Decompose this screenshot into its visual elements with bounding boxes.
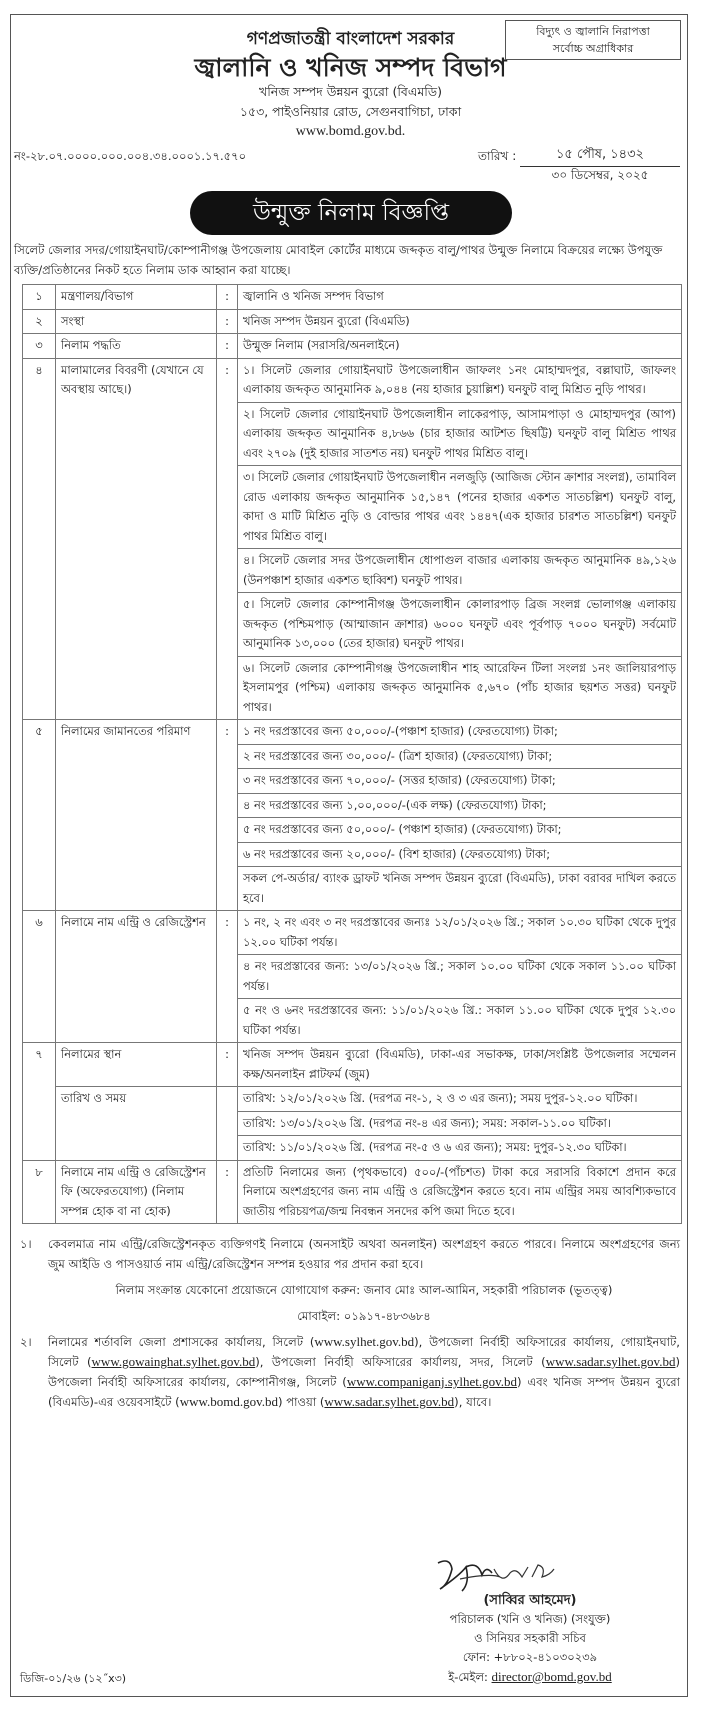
deposit-note: সকল পে-অর্ডার/ ব্যাংক ড্রাফট খনিজ সম্পদ উন্নয়ন ব্যুরো (বিএমডি), ঢাকা বরাবর দাখিল করতে হবে।: [238, 867, 682, 911]
registration-item: ৪ নং দরপ্রস্তাবের জন্য: ১৩/০১/২০২৬ খ্রি.; সকাল ১০.০০ ঘটিকা থেকে সকাল ১১.০০ ঘটিকা পর্যন্ত।: [238, 955, 682, 999]
notes-section: [20, 1234, 680, 1412]
deposit-item: ১ নং দরপ্রস্তাবের জন্য ৫০,০০০/-(পঞ্চাশ হাজার) (ফেরতযোগ্য) টাকা;: [238, 720, 682, 745]
government-name: গণপ্রজাতন্ত্রী বাংলাদেশ সরকার: [246, 29, 455, 49]
note-text: কেবলমাত্র নাম এন্ট্রি/রেজিস্ট্রেশনকৃত ব্যক্তিগণই নিলামে (অনসাইট অথবা অনলাইন) অংশগ্রহণ করতে পারবে। নিলামে অংশগ্রহণের জন্য জুম আইডি ও পাসওয়ার্ড নাম এন্ট্রি/রেজিস্ট্রেশন সম্পন্ন হওয়ার পর প্রদান করা হবে।: [48, 1237, 680, 1271]
row-label: মন্ত্রণালয়/বিভাগ: [56, 285, 217, 310]
table-row: [23, 1043, 682, 1087]
notice-title: উন্মুক্ত নিলাম বিজ্ঞপ্তি: [190, 191, 512, 235]
row-value: খনিজ সম্পদ উন্নয়ন ব্যুরো (বিএমডি), ঢাকা-এর সভাকক্ষ, ঢাকা/সংশ্লিষ্ট উপজেলার সম্মেলন কক্ষ/অনলাইন প্লাটফর্ম (জুম): [238, 1043, 682, 1087]
goods-item: ৪। সিলেট জেলার সদর উপজেলাধীন ধোপাগুল বাজার এলাকায় জব্দকৃত আনুমানিক ৪৯,১২৬ (উনপঞ্চাশ হাজার একশত ছাব্বিশ) ঘনফুট পাথর।: [238, 549, 682, 593]
row-label: নিলামের জামানতের পরিমাণ: [56, 720, 217, 911]
signature-block: [380, 1591, 680, 1687]
colon: :: [217, 1043, 238, 1087]
signatory-name: (সাব্বির আহমেদ): [483, 1593, 577, 1608]
link-sadar[interactable]: www.sadar.sylhet.gov.bd: [545, 1354, 676, 1369]
row-number: ৩: [23, 334, 56, 359]
deposit-item: ২ নং দরপ্রস্তাবের জন্য ৩০,০০০/- (ত্রিশ হাজার) (ফেরতযোগ্য) টাকা;: [238, 744, 682, 769]
colon: :: [217, 285, 238, 310]
date-label: তারিখ :: [478, 149, 517, 163]
date-english: ৩০ ডিসেম্বর, ২০২৫: [551, 168, 649, 182]
link-bomd[interactable]: www.bomd.gov.bd: [179, 1394, 279, 1409]
bureau-name: খনিজ সম্পদ উন্নয়ন ব্যুরো (বিএমডি): [259, 84, 442, 99]
note-number: ১।: [20, 1237, 32, 1251]
goods-item: ২। সিলেট জেলার গোয়াইনঘাট উপজেলাধীন লাকেরপাড়, আসামপাড়া ও মোহাম্মদপুর (আপ) এলাকায় জব্দকৃত আনুমানিক ৪,৮৬৬ (চার হাজার আটশত ছিষট্টি) ঘনফুট বালু মিশ্রিত পাথর এবং ২৭০৯ (দুই হাজার সাতশত নয়) ঘনফুট পাথর মিশ্রিত বালু।: [238, 402, 682, 466]
auction-details-table: [22, 284, 682, 1224]
goods-item: ৬। সিলেট জেলার কোম্পানীগঞ্জ উপজেলাধীন শাহ আরেফিন টিলা সংলগ্ন ১নং জালিয়ারপাড় ইসলামপুর (পশ্চিম) এলাকায় জব্দকৃত আনুমানিক ৫,৬৭০ (পাঁচ হাজার ছয়শত সত্তর) ঘনফুট পাথর।: [238, 656, 682, 720]
contact-line: নিলাম সংক্রান্ত যেকোনো প্রয়োজনে যোগাযোগ করুন: জনাব মোঃ আল-আমিন, সহকারী পরিচালক (ভূতত্ত্ব): [115, 1283, 613, 1297]
row-number: ৬: [23, 911, 56, 1043]
slogan-box: [505, 20, 681, 60]
registration-item: ১ নং, ২ নং এবং ৩ নং দরপ্রস্তাবের জন্যঃ ১২/০১/২০২৬ খ্রি.; সকাল ১০.৩০ ঘটিকা থেকে দুপুর ১২.০০ ঘটিকা পর্যন্ত।: [238, 911, 682, 955]
row-number: ৭: [23, 1043, 56, 1161]
row-number: ২: [23, 309, 56, 334]
table-row: [23, 720, 682, 745]
colon: :: [217, 720, 238, 911]
link-gowainghat[interactable]: www.gowainghat.sylhet.gov.bd: [91, 1354, 256, 1369]
signatory-email-line: [380, 1667, 680, 1687]
email-label: ই-মেইল:: [448, 1670, 492, 1684]
colon: :: [217, 358, 238, 720]
text: নিলামের শর্তাবলি জেলা প্রশাসকের কার্যালয়, সিলেট (: [48, 1335, 315, 1349]
row-label: সংস্থা: [56, 309, 217, 334]
row-label: নিলামের স্থান: [56, 1043, 217, 1087]
text: ), উপজেলা নির্বাহী অফিসারের কার্যালয়, গোয়াইনঘাট, সিলেট (: [48, 1335, 680, 1369]
row-number: ১: [23, 285, 56, 310]
note-1: [20, 1234, 680, 1332]
slogan-line: সর্বোচ্চ অগ্রাধিকার: [552, 42, 634, 55]
text: ) উপজেলা নির্বাহী অফিসারের কার্যালয়, কোম্পানীগঞ্জ, সিলেট (: [48, 1355, 680, 1389]
table-row: [23, 911, 682, 955]
signatory-phone: ফোন: +৮৮০২-৪১০৩০২৩৯: [462, 1650, 598, 1664]
table-row: [23, 358, 682, 402]
row-number: ৫: [23, 720, 56, 911]
note-text: [48, 1332, 680, 1412]
colon: :: [217, 911, 238, 1043]
link-sylhet[interactable]: www.sylhet.gov.bd: [314, 1334, 415, 1349]
text: ) এবং খনিজ সম্পদ উন্নয়ন ব্যুরো (বিএমডি)-এর ওয়েবসাইটে (: [48, 1375, 680, 1409]
row-label: তারিখ ও সময়: [56, 1087, 217, 1161]
row-label: মালামালের বিবরণী (যেখানে যে অবস্থায় আছে।): [56, 358, 217, 720]
text: ), উপজেলা নির্বাহী অফিসারের কার্যালয়, সদর, সিলেট (: [255, 1355, 546, 1369]
deposit-item: ৪ নং দরপ্রস্তাবের জন্য ১,০০,০০০/-(এক লক্ষ) (ফেরতযোগ্য) টাকা;: [238, 793, 682, 818]
note-number: ২।: [20, 1335, 32, 1349]
row-number: ৮: [23, 1160, 56, 1224]
memo-number: নং-২৮.০৭.০০০০.০০০.০০৪.৩৪.০০০১.১৭.৫৭০: [14, 149, 247, 163]
row-value: উন্মুক্ত নিলাম (সরাসরি/অনলাইনে): [238, 334, 682, 359]
slogan-line: বিদ্যুৎ ও জ্বালানি নিরাপত্তা: [536, 25, 650, 38]
colon: :: [217, 309, 238, 334]
document-code: ডিজি-০১/২৬ (১২˝x৩): [20, 1672, 127, 1685]
signature-image: [430, 1555, 560, 1595]
table-row: [23, 1160, 682, 1224]
schedule-item: তারিখ: ১৩/০১/২০২৬ খ্রি. (দরপত্র নং-৪ এর জন্য); সময়: সকাল-১১.০০ ঘটিকা।: [238, 1111, 682, 1136]
department-name: জ্বালানি ও খনিজ সম্পদ বিভাগ: [194, 53, 507, 82]
colon: :: [217, 334, 238, 359]
row-value: জ্বালানি ও খনিজ সম্পদ বিভাগ: [238, 285, 682, 310]
colon-blank: [217, 1087, 238, 1161]
row-label: নিলামে নাম এন্ট্রি ও রেজিস্ট্রেশন: [56, 911, 217, 1043]
signatory-designation: পরিচালক (খনি ও খনিজ) (সংযুক্ত): [449, 1612, 611, 1626]
goods-item: ৫। সিলেট জেলার কোম্পানীগঞ্জ উপজেলাধীন কোলারপাড় ব্রিজ সংলগ্ন ভোলাগঞ্জ এলাকায় জব্দকৃত (পশ্চিমপাড় (আম্মাজান ক্রাশার) ৬০০০ ঘনফুট এবং পূর্বপাড় ৭০০০ ঘনফুট) সর্বমোট আনুমানিক ১৩,০০০ (তের হাজার) ঘনফুট পাথর।: [238, 593, 682, 657]
row-label: নিলাম পদ্ধতি: [56, 334, 217, 359]
email-link[interactable]: director@bomd.gov.bd: [491, 1669, 612, 1684]
table-row: [23, 334, 682, 359]
link-companiganj[interactable]: www.companiganj.sylhet.gov.bd: [346, 1374, 518, 1389]
address: ১৫৩, পাইওনিয়ার রোড, সেগুনবাগিচা, ঢাকা: [239, 104, 462, 119]
table-row: [23, 285, 682, 310]
goods-item: ৩। সিলেট জেলার গোয়াইনঘাট উপজেলাধীন নলজুড়ি (আজিজ স্টোন ক্রাশার সংলগ্ন), তামাবিল রোড এলাকায় জব্দকৃত আনুমানিক ১৫,১৪৭ (পনের হাজার একশত সাতচল্লিশ) ঘনফুট বালু, কাদা ও মাটি মিশ্রিত নুড়ি ও বোল্ডার পাথর এবং ১৪৪৭(এক হাজার চারশত সাতচল্লিশ) ঘনফুট পাথর মিশ্রিত বালু।: [238, 466, 682, 549]
website: www.bomd.gov.bd.: [295, 124, 406, 139]
intro-paragraph: সিলেট জেলার সদর/গোয়াইনঘাট/কোম্পানীগঞ্জ উপজেলায় মোবাইল কোর্টের মাধ্যমে জব্দকৃত বালু/পাথর উন্মুক্ত নিলামে বিক্রয়ের লক্ষ্যে উপযুক্ত ব্যক্তি/প্রতিষ্ঠানের নিকট হতে নিলাম ডাক আহ্বান করা যাচ্ছে।: [14, 243, 663, 277]
text: ), যাবে।: [454, 1395, 492, 1409]
goods-item: ১। সিলেট জেলার গোয়াইনঘাট উপজেলাধীন জাফলং ১নং মোহাম্মদপুর, বল্লাঘাট, জাফলং এলাকায় জব্দকৃত আনুমানিক ৯,০৪৪ (নয় হাজার চুয়াল্লিশ) ঘনফুট বালু মিশ্রিত নুড়ি পাথর।: [238, 358, 682, 402]
text: ) পাওয়া (: [278, 1395, 325, 1409]
deposit-item: ৬ নং দরপ্রস্তাবের জন্য ২০,০০০/- (বিশ হাজার) (ফেরতযোগ্য) টাকা;: [238, 842, 682, 867]
schedule-item: তারিখ: ১১/০১/২০২৬ খ্রি. (দরপত্র নং-৫ ও ৬ এর জন্য); সময়: দুপুর-১২.৩০ ঘটিকা।: [238, 1136, 682, 1161]
row-number: ৪: [23, 358, 56, 720]
deposit-item: ৩ নং দরপ্রস্তাবের জন্য ৭০,০০০/- (সত্তর হাজার) (ফেরতযোগ্য) টাকা;: [238, 769, 682, 794]
row-value: প্রতিটি নিলামের জন্য (পৃথকভাবে) ৫০০/-(পাঁচশত) টাকা করে সরাসরি বিকাশে প্রদান করে নিলামে অংশগ্রহণের জন্য নাম এন্ট্রি ও রেজিস্ট্রেশন করতে হবে। নাম এন্ট্রির সময় আবশ্যিকভাবে জাতীয় পরিচয়পত্র/জন্ম নিবন্ধন সনদের কপি জমা দিতে হবে।: [238, 1160, 682, 1224]
registration-item: ৫ নং ও ৬নং দরপ্রস্তাবের জন্য: ১১/০১/২০২৬ খ্রি.: সকাল ১১.০০ ঘটিকা থেকে দুপুর ১২.৩০ ঘটিকা পর্যন্ত।: [238, 999, 682, 1043]
row-label: নিলামে নাম এন্ট্রি ও রেজিস্ট্রেশন ফি (অফেরতযোগ্য) (নিলাম সম্পন্ন হোক বা না হোক): [56, 1160, 217, 1224]
deposit-item: ৫ নং দরপ্রস্তাবের জন্য ৫০,০০০/- (পঞ্চাশ হাজার) (ফেরতযোগ্য) টাকা;: [238, 818, 682, 843]
signatory-designation-2: ও সিনিয়র সহকারী সচিব: [474, 1631, 586, 1645]
mobile-line: মোবাইল: ০১৯১৭-৪৮৩৬৮৪: [297, 1309, 431, 1323]
row-value: খনিজ সম্পদ উন্নয়ন ব্যুরো (বিএমডি): [238, 309, 682, 334]
link-sadar-2[interactable]: www.sadar.sylhet.gov.bd: [324, 1394, 455, 1409]
date-bangla: ১৫ পৌষ, ১৪৩২: [520, 145, 680, 167]
table-row: [23, 309, 682, 334]
note-2: [20, 1332, 680, 1412]
colon: :: [217, 1160, 238, 1224]
schedule-item: তারিখ: ১২/০১/২০২৬ খ্রি. (দরপত্র নং-১, ২ ও ৩ এর জন্য); সময় দুপুর-১২.০০ ঘটিকা।: [238, 1087, 682, 1112]
